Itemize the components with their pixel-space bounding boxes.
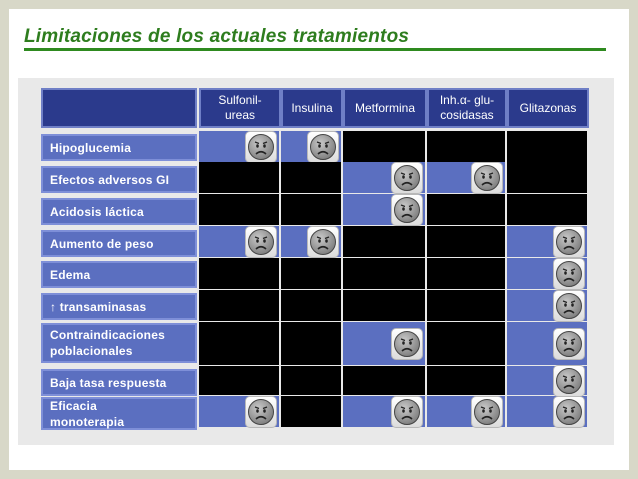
row-label bbox=[41, 369, 197, 396]
table-cell-sulfonil bbox=[199, 258, 279, 289]
row-label bbox=[41, 323, 197, 363]
slide-title: Limitaciones de los actuales tratamientos bbox=[24, 26, 410, 47]
sad-face-icon bbox=[553, 396, 585, 428]
row-label bbox=[41, 293, 197, 320]
row-label bbox=[41, 261, 197, 288]
table-cell-insulina bbox=[281, 396, 341, 427]
sad-face-icon bbox=[245, 226, 277, 258]
sad-face-icon bbox=[553, 290, 585, 322]
table-cell-sulfonil bbox=[199, 290, 279, 321]
table-cell-metformina bbox=[343, 131, 425, 162]
column-header-sulfonil bbox=[199, 88, 281, 128]
row-label-line1: Contraindicaciones bbox=[50, 328, 165, 342]
row-label-line1: Hipoglucemia bbox=[50, 140, 132, 155]
row-label-line1: Baja tasa respuesta bbox=[50, 375, 167, 390]
row-label bbox=[41, 230, 197, 257]
table-cell-insulina bbox=[281, 322, 341, 365]
table-cell-glitazonas bbox=[507, 162, 587, 193]
sad-face-icon bbox=[391, 328, 423, 360]
row-label-line1: ↑ transaminasas bbox=[50, 299, 147, 314]
column-header-line1: Metformina bbox=[354, 100, 416, 115]
table-cell-inh bbox=[427, 366, 505, 395]
sad-face-icon bbox=[553, 365, 585, 397]
table-cell-insulina bbox=[281, 162, 341, 193]
sad-face-icon bbox=[307, 226, 339, 258]
table-cell-inh bbox=[427, 258, 505, 289]
column-header-line1: Sulfonil- bbox=[218, 93, 262, 107]
row-label-line1: Eficacia bbox=[50, 398, 97, 413]
row-label-line1: Efectos adversos GI bbox=[50, 172, 170, 187]
table-cell-inh bbox=[427, 322, 505, 365]
sad-face-icon bbox=[471, 162, 503, 194]
column-header-line2: cosidasas bbox=[440, 108, 494, 122]
table-cell-insulina bbox=[281, 290, 341, 321]
sad-face-icon bbox=[553, 226, 585, 258]
table-cell-insulina bbox=[281, 258, 341, 289]
sad-face-icon bbox=[391, 194, 423, 226]
row-label-line1: Edema bbox=[50, 267, 91, 282]
table-cell-sulfonil bbox=[199, 162, 279, 193]
table-corner-cell bbox=[41, 88, 197, 128]
table-cell-inh bbox=[427, 131, 505, 162]
table-cell-inh bbox=[427, 290, 505, 321]
table-cell-metformina bbox=[343, 258, 425, 289]
table-cell-sulfonil bbox=[199, 322, 279, 365]
table-cell-metformina bbox=[343, 290, 425, 321]
row-label-line2: monoterapia bbox=[50, 414, 125, 429]
sad-face-icon bbox=[553, 328, 585, 360]
row-label-line1: Aumento de peso bbox=[50, 236, 154, 251]
row-label-line2: poblacionales bbox=[50, 344, 133, 358]
column-header-insulina bbox=[281, 88, 343, 128]
row-label bbox=[41, 166, 197, 193]
table-cell-sulfonil bbox=[199, 366, 279, 395]
column-header-line2: ureas bbox=[224, 108, 255, 122]
column-header-metformina bbox=[343, 88, 427, 128]
sad-face-icon bbox=[471, 396, 503, 428]
column-header-line1: Inh.α- glu- bbox=[439, 93, 495, 107]
row-label bbox=[41, 198, 197, 225]
table-cell-inh bbox=[427, 194, 505, 225]
table-cell-glitazonas bbox=[507, 131, 587, 162]
table-cell-metformina bbox=[343, 366, 425, 395]
column-header-glitazonas bbox=[507, 88, 589, 128]
column-header-line1: Insulina bbox=[291, 100, 333, 115]
table-cell-glitazonas bbox=[507, 194, 587, 225]
row-label bbox=[41, 134, 197, 161]
column-header-inh bbox=[427, 88, 507, 128]
row-label-line1: Acidosis láctica bbox=[50, 204, 144, 219]
table-cell-inh bbox=[427, 226, 505, 257]
title-underline bbox=[24, 48, 606, 51]
table-cell-sulfonil bbox=[199, 194, 279, 225]
column-header-line1: Glitazonas bbox=[519, 100, 577, 115]
sad-face-icon bbox=[307, 131, 339, 163]
table-cell-metformina bbox=[343, 226, 425, 257]
sad-face-icon bbox=[245, 396, 277, 428]
sad-face-icon bbox=[245, 131, 277, 163]
table-cell-insulina bbox=[281, 366, 341, 395]
row-label bbox=[41, 397, 197, 430]
sad-face-icon bbox=[553, 258, 585, 290]
table-cell-insulina bbox=[281, 194, 341, 225]
sad-face-icon bbox=[391, 162, 423, 194]
sad-face-icon bbox=[391, 396, 423, 428]
